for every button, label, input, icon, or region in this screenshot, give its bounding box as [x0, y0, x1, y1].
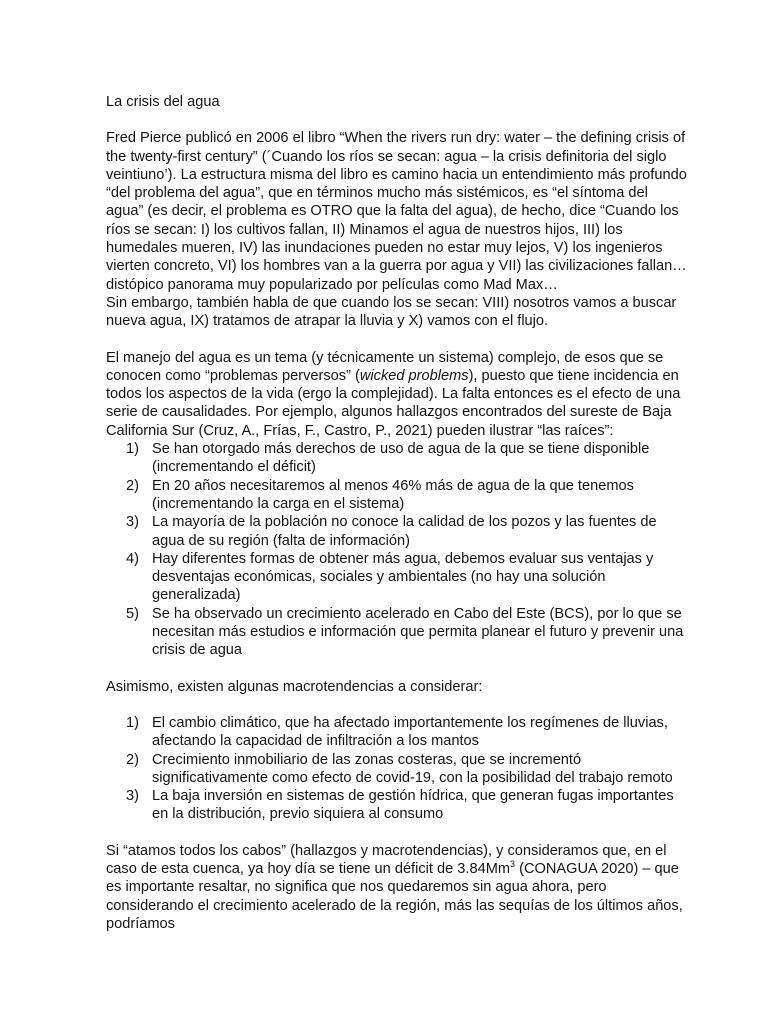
list-item-text: En 20 años necesitaremos al menos 46% más de agua de la que tenemos (incrementando la carga en el sistema) — [152, 477, 634, 512]
paragraph-1-text: Fred Pierce publicó en 2006 el libro “When the rivers run dry: water – the defining crisis of the twenty-first century” (´Cuando los ríos se secan: agua – la crisis definitoria del siglo veintiuno’). La estructura misma del libro es camino hacia un entendimiento más profundo “del problema del agua”, que en términos mucho más sistémicos, es “el síntoma del agua” (es decir, el problema es OTRO que la falta del agua), de hecho, dice “Cuando los ríos se secan: I) los cultivos fallan, II) Minamos el agua de nuestros hijos, III) los humedales mueren, IV) las inundaciones pueden no estar muy lejos, V) los ingenieros vierten concreto, VI) los hombres van a la guerra por agua y VII) las civilizaciones fallan… distópico panorama muy popularizado por películas como Mad Max… — [106, 130, 687, 293]
paragraph-2-text: Sin embargo, también habla de que cuando los se secan: VIII) nosotros vamos a buscar nueva agua, IX) tratamos de atrapar la lluvia y X) vamos con el flujo. — [106, 294, 677, 330]
list-item — [106, 477, 688, 514]
list-item-text: Se ha observado un crecimiento acelerado en Cabo del Este (BCS), por lo que se necesitan más estudios e información que permita planear el futuro y prevenir una crisis de agua — [152, 605, 684, 659]
paragraph-4: Asimismo, existen algunas macrotendencias a considerar: — [106, 678, 483, 695]
paragraph-3-italic: wicked problems — [359, 367, 469, 384]
list-item — [106, 513, 688, 550]
list-item — [106, 605, 688, 660]
paragraph-1 — [106, 129, 688, 330]
list-item-number: 3) — [126, 788, 139, 805]
list-item-text: La mayoría de la población no conoce la calidad de los pozos y las fuentes de agua de su región (falta de información) — [152, 514, 657, 549]
list-item-text: El cambio climático, que ha afectado importantemente los regímenes de lluvias, afectando la capacidad de infiltración a los mantos — [152, 714, 668, 750]
list-item-text: Crecimiento inmobiliario de las zonas costeras, que se incrementó significativamente como efecto de covid-19, con la posibilidad del trabajo remoto — [152, 751, 673, 786]
list-item — [106, 550, 688, 605]
list-item-text: Se han otorgado más derechos de uso de agua de la que se tiene disponible (incrementando el déficit) — [152, 441, 650, 476]
list-item-number: 3) — [126, 514, 139, 531]
list-item-number: 4) — [126, 550, 139, 567]
list-item — [106, 714, 688, 751]
list-item-number: 2) — [126, 477, 139, 494]
paragraph-3-text-a: El manejo del agua es un tema (y técnicamente un sistema) complejo, de esos que se conocen como “problemas perversos” ( — [106, 349, 664, 384]
paragraph-3 — [106, 349, 688, 440]
list-item-number: 5) — [126, 605, 139, 622]
paragraph-5-text-b: (CONAGUA 2020) – que es importante resaltar, no significa que nos quedaremos sin agua ahora, pero considerando el crecimiento acelerado de la región, más las sequías de los últimos años, podríamos — [106, 860, 683, 932]
paragraph-5-text-a: Si “atamos todos los cabos” (hallazgos y macrotendencias), y consideramos que, en el caso de esta cuenca, ya hoy día se tiene un déficit de 3.84Mm — [106, 842, 667, 877]
list-item-number: 2) — [126, 751, 139, 768]
document-title: La crisis del agua — [106, 94, 220, 110]
macrotrends-list — [106, 714, 688, 824]
list-item-number: 1) — [126, 441, 139, 458]
list-item-text: Hay diferentes formas de obtener más agua, debemos evaluar sus ventajas y desventajas económicas, sociales y ambientales (no hay una solución generalizada) — [152, 550, 654, 604]
paragraph-3-text-b: ), puesto que tiene incidencia en todos los aspectos de la vida (ergo la complejidad). La falta entonces es el efecto de una serie de causalidades. Por ejemplo, algunos hallazgos encontrados del sureste de Baja California Sur (Cruz, A., Frías, F., Castro, P., 2021) pueden ilustrar “las raíces”: — [106, 367, 681, 439]
superscript: 3 — [510, 859, 516, 870]
list-item-number: 1) — [126, 714, 139, 731]
paragraph-5 — [106, 842, 688, 933]
list-item — [106, 751, 688, 788]
list-item-text: La baja inversión en sistemas de gestión hídrica, que generan fugas importantes en la distribución, previo siquiera al consumo — [152, 788, 674, 823]
list-item — [106, 440, 688, 477]
list-item — [106, 787, 688, 824]
findings-list — [106, 440, 688, 660]
